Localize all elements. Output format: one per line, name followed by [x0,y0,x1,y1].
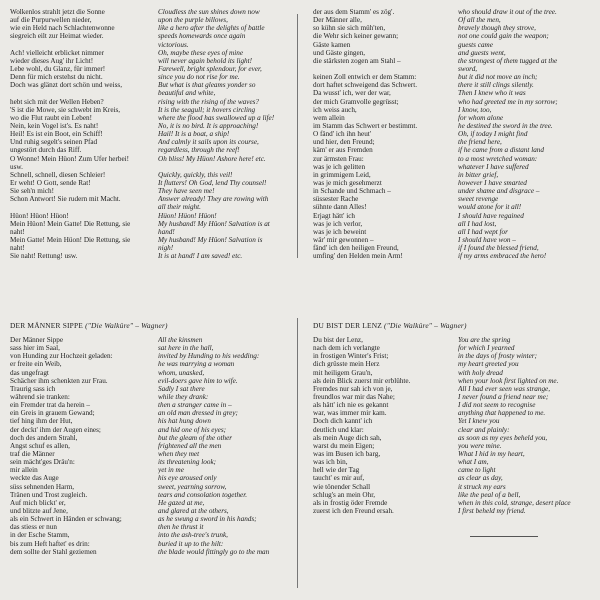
lyric-line: was je ich beweint [313,227,367,236]
lyric-line: victorious. [158,40,189,49]
lyric-line: hand! [158,227,175,236]
lyric-line: while they drank: [158,392,209,401]
lyric-line: when they met [158,449,200,458]
lyric-line: he was marrying a woman [158,360,235,369]
lyric-line: und Gäste gingen, [313,48,366,57]
lyric-line: warst du mein Eigen; [313,441,375,450]
lyric-line: upon the purple billows, [158,16,228,25]
lyric-line: Nein, kein Vogel ist's. Es naht! [10,121,99,130]
lyric-line: all their might. [158,203,201,212]
lyric-line: mir allein [10,466,38,475]
lyric-line: Er weht! O Gott, sende Rat! [10,178,91,187]
lyric-line: Doch was glänzt dort schön und weiss, [10,81,122,90]
lyric-line: Der Männer alle, [313,16,362,25]
lyric-line: ein Greis in grauem Gewand; [10,409,95,418]
lyric-line: who should draw it out of the tree. [458,8,557,16]
lyric-line: then he thrust it [158,523,204,532]
center-divider-top [297,14,298,258]
lyric-line: will never again behold its light! [158,56,253,65]
lyric-line: er freite ein Weib, [10,360,62,369]
lyric-line: sweet revenge [458,195,499,204]
lyric-line: then a stranger came in – [158,401,232,410]
lyric-line: der deckt' ihm der Augen eines; [10,425,101,434]
du-bist-der-lenz-heading [313,321,467,330]
lyric-line: mit heiligem Grau'n, [313,368,373,377]
bottom-right-german-column [313,336,410,515]
lyric-line: his eye aroused only [158,474,217,483]
lyric-line: I should have regained [458,211,524,220]
lyric-line: clear and plainly: [458,425,510,434]
lyric-line: freundlos war mir das Nahe; [313,392,395,401]
bottom-left-german-column [10,336,122,556]
lyric-line: sein mächt'ges Dräu'n: [10,458,75,467]
lyric-line: speeds homewards once again [158,32,246,41]
lyric-line: as he swung a sword in his hands; [158,515,257,524]
lyric-line: I did not seem to recognise [458,401,536,410]
lyric-line: Schächer ihm schenkten zur Frau. [10,376,108,385]
lyric-line: for whom alone [458,113,504,122]
lyric-line: I know, too, [458,105,492,114]
lyric-line: was je mich gesehmerzt [313,178,382,187]
lyric-line: und hier, den Freund; [313,138,375,147]
lyric-line: Erjagt hätt' ich [313,211,356,220]
lyric-line: sword, [458,64,478,73]
lyric-line: was je ich gelitten [313,162,366,171]
lyric-line: if he came from a distant land [458,146,544,155]
lyric-line: Mein Hüon! Mein Gatte! Die Rettung, sie [10,219,131,228]
lyric-line: ich weiss auch, [313,105,357,114]
top-right-german-column [313,8,417,260]
lyric-line: in der Esche Stamm, [10,531,70,540]
top-left-english-column [158,8,274,260]
lyric-line: Sie seh'n mich! [10,187,55,196]
lyric-line: Oh bliss! My Hüon! Ashore here! etc. [158,154,266,163]
lyric-line: his hat hung down [158,417,211,426]
lyric-line: Lebe wohl, du Glanz, für immer! [10,64,106,73]
lyric-line: buried it up to the hilt: [158,539,224,548]
lyric-line: evil-doers gave him to wife. [158,376,238,385]
lyric-line: von Hunding zur Hochzeit geladen: [10,352,113,361]
lyric-line: ein Fremder trat da herein – [10,401,91,410]
lyric-line: It is at hand! I am saved! etc. [158,252,243,261]
lyric-line [158,163,274,171]
lyric-line: umfing' den Helden mein Arm! [313,252,403,261]
lyric-line: No, it is no bird. It is approaching! [158,121,259,130]
lyric-line: My husband! My Hüon! Salvation is [158,235,263,244]
lyric-line: was im Busen ich barg, [313,449,381,458]
lyric-line: its threatening look; [158,458,217,467]
lyric-line: like the peal of a bell, [458,490,521,499]
lyric-line: there it still clings silently. [458,81,534,90]
lyric-line: süss sehnenden Harm, [10,482,75,491]
lyric-line: Cloudless the sun shines down now [158,8,260,16]
lyric-line: with holy dread [458,368,503,377]
lyric-line: Then I knew who it was [458,89,526,98]
lyric-line: regardless, through the reef! [158,146,240,155]
lyric-line: Of all the men, [458,16,501,25]
lyric-line: was je ich verlor, [313,219,363,228]
lyric-line: It is the seagull; it hovers circling [158,105,256,114]
lyric-line: als ein Schwert in Händen er schwang; [10,515,122,524]
lyric-line: Du bist der Lenz, [313,336,363,344]
lyric-line: if my arms embraced the hero! [458,252,547,261]
lyric-line: was ich bin, [313,458,348,467]
lyric-line: guests came [458,40,493,49]
lyric-line: wieder dieses Aug' ihr Licht! [10,56,94,65]
lyric-line: and glared at the others, [158,506,229,515]
lyric-line: as clear as day, [458,474,503,483]
lyric-line: but it did not move an inch; [458,73,538,82]
lyric-line: Oh, if today I might find [458,130,528,139]
lyric-line: in bitter grief, [458,170,499,179]
lyric-line: to a most wretched woman: [458,154,538,163]
lyric-line: for which I yearned [458,344,515,353]
lyric-line: Auf mich blickt' er, [10,498,66,507]
lyric-line: when in this cold, strange, desert place [458,498,571,507]
lyric-line: in frostigen Winter's Frist; [313,352,389,361]
lyric-line: in the days of frosty winter; [458,352,537,361]
lyric-line: into the ash-tree's trunk, [158,531,228,540]
bottom-right-english-column [458,336,571,515]
lyric-line: auf die Purpurwellen nieder, [10,16,92,25]
lyric-line: however I have smarted [458,178,527,187]
lyric-line [10,203,130,211]
lyric-line: anything that happened to me. [458,409,546,418]
lyric-line: bis zum Heft haftet' es drin: [10,539,90,548]
lyric-line: bravely though they strove, [458,24,536,33]
lyric-line: Denn für mich erstehst du nicht. [10,73,103,82]
lyric-line: Answer already! They are rowing with [158,195,269,204]
lyric-line: the friend here, [458,138,502,147]
lyric-line: 'S ist die Mowe, sie schwebt im Kreis, [10,105,121,114]
lyric-line: as soon as my eyes beheld you, [458,433,548,442]
lyric-line: if I found the blessed friend, [458,244,539,253]
lyric-line: who had greeted me in my sorrow; [458,97,558,106]
lyric-line: not one could gain the weapon; [458,32,549,41]
lyric-line: but the gleam of the other [158,433,233,442]
heading-subtitle: ("Die Walküre" – Wagner) [384,321,467,330]
lyric-line: beautiful and white, [158,89,216,98]
lyric-line [10,41,130,49]
lyric-line: whom, unasked, [158,368,205,377]
lyric-line: Schnell, schnell, diesen Schleier! [10,170,106,179]
heading-subtitle: ("Die Walküre" – Wagner) [85,321,168,330]
lyric-line: invited by Hunding to his wedding: [158,352,260,361]
lyric-line: rising with the rising of the waves? [158,97,260,106]
lyric-line [10,89,130,97]
lyric-line: Heil! Es ist ein Boot, ein Schiff! [10,130,103,139]
lyric-line: And calmly it sails upon its course, [158,138,259,147]
lyric-line: als hätt' ich nie es gekannt [313,401,389,410]
end-rule [470,536,538,537]
lyric-line: Sadly I sat there [158,384,205,393]
lyric-line: Oh, maybe these eyes of mine [158,48,244,57]
lyric-line: would atone for it all! [458,203,522,212]
lyric-line: nach dem ich verlangte [313,344,380,353]
lyric-line: Da wusst' ich, wer der war, [313,89,391,98]
lyric-line: Farewell, bright splendour, for ever, [158,64,262,73]
lyric-line: Ach! vielleicht erblicket nimmer [10,48,104,57]
lyric-line: the blade would fittingly go to the man [158,547,270,556]
lyric-line: dort haftet schweigend das Schwert. [313,81,417,90]
lyric-line: Mein Gatte! Mein Hüon! Die Rettung, sie [10,235,131,244]
lyric-line: Quickly, quickly, this veil! [158,170,233,179]
lyric-line: like a hero after the delights of battle [158,24,265,33]
lyric-line: I never found a friend near me; [458,392,549,401]
lyric-line: naht! [10,244,25,253]
lyric-line: But what is that gleams yonder so [158,81,256,90]
lyric-line: Und ruhig segelt's seinen Pfad [10,138,98,147]
lyric-line: wär' mir gewonnen – [313,235,374,244]
lyric-line: frightened all the men [158,441,222,450]
lyric-line: Wolkenlos strahlt jetzt die Sonne [10,8,105,16]
lyric-line: so kühn sie sich müh'ten, [313,24,386,33]
lyric-line: yet in me [158,466,184,475]
lyric-line: das stiess er nun [10,523,57,532]
lyric-line: I should have won – [458,235,516,244]
lyric-line: Sie naht! Rettung! usw. [10,252,78,261]
lyric-line: dem sollte der Stahl geziemen [10,547,97,556]
lyric-line: the strongest of them tugged at the [458,56,558,65]
lyric-line: hebt sich mit der Wellen Heben? [10,97,104,106]
lyric-line: They have seen me! [158,187,215,196]
lyric-line: Angst schuf es allen, [10,441,70,450]
lyric-line: wie tönender Schall [313,482,371,491]
lyric-line: O Wonne! Mein Hüon! Zum Ufer herbei! [10,154,130,163]
lyric-line: die stärksten zogen am Stahl – [313,56,401,65]
lyric-line: Hail! It is a boat, a ship! [158,130,230,139]
lyric-line: It flutters! Oh God, lend Thy counsel! [158,178,267,187]
lyric-line: hell wie der Tag [313,466,360,475]
lyric-line: since you do not rise for me. [158,73,240,82]
lyric-line: Schon Antwort! Sie rudern mit Macht. [10,195,121,204]
lyric-line: und blitzte auf Jene, [10,506,68,515]
center-divider-bottom [297,318,298,588]
lyric-line: Der Männer Sippe [10,336,64,344]
lyric-line: siegreich eilt zur Heimat wieder. [10,32,104,41]
lyric-line: weckte das Auge [10,474,59,483]
lyric-line: war, was immer mir kam. [313,409,387,418]
lyric-line: wo die Flut raubt ein Leben! [10,113,93,122]
top-right-english-column [458,8,558,260]
lyric-line: what I am, [458,458,489,467]
lyric-line: die Wehr sich keiner gewann; [313,32,399,41]
lyric-line: You are the spring [458,336,511,344]
lyric-line: my heart greeted you [458,360,519,369]
lyric-line: zur ärmsten Frau: [313,154,364,163]
top-left-german-column [10,8,130,260]
lyric-line: sühnte dann Alles! [313,203,367,212]
lyric-line: it struck my ears [458,482,506,491]
lyric-line: under shame and disgrace – [458,187,540,196]
lyric-line: deutlich und klar: [313,425,364,434]
lyric-line: you were mine. [458,441,502,450]
lyric-line: where the flood has swallowed up a life! [158,113,275,122]
bottom-left-english-column [158,336,269,556]
lyric-line: der aus dem Stamm' es zög'. [313,8,395,16]
lyric-line: ungestört durch das Riff. [10,146,82,155]
lyric-line: zuerst ich den Freund ersah. [313,506,394,515]
lyric-line: in grimmigem Leid, [313,170,371,179]
lyric-line: Traurig sass ich [10,384,56,393]
lyric-line: came to light [458,466,496,475]
lyric-line: traf die Männer [10,449,55,458]
lyric-line: usw. [10,162,23,171]
lyric-line: My husband! My Hüon! Salvation is at [158,219,270,228]
lyric-line: käm' er aus Fremden [313,146,373,155]
lyric-line: doch des andern Strahl, [10,433,78,442]
lyric-line: and guests went, [458,48,506,57]
lyric-line: süssester Rache [313,195,359,204]
lyric-line: What I hid in my heart, [458,449,525,458]
lyric-line: während sie tranken: [10,392,70,401]
lyric-line: Doch dich kannt' ich [313,417,373,426]
lyric-line [313,65,417,73]
lyric-line: das ungefragt [10,368,49,377]
lyric-line: als dein Blick zuerst mir erblühte. [313,376,411,385]
lyric-line: taucht' es mir auf, [313,474,365,483]
lyric-line: sweet, yearning sorrow, [158,482,227,491]
lyric-line: wie ein Held nach Schlachtenwonne [10,24,115,33]
lyric-line: Fremdes nur sah ich von je, [313,384,393,393]
lyric-line: an old man dressed in grey; [158,409,238,418]
lyric-line: naht! [10,227,25,236]
lyric-line: whatever I have suffered [458,162,529,171]
lyric-line: when your look first lighted on me. [458,376,559,385]
lyric-line: and hid one of his eyes; [158,425,227,434]
lyric-line: schlug's an mein Ohr, [313,490,376,499]
lyric-line: Hüon! Hüon! Hüon! [10,211,69,220]
lyric-line: all I had wept for [458,227,508,236]
lyric-line: all I had lost, [458,219,497,228]
lyric-line: der mich Gramvolle gegrüsst; [313,97,399,106]
lyric-line: in Schande und Schmach – [313,187,391,196]
lyric-line: im Stamm das Schwert er bestimmt. [313,121,418,130]
lyric-line: I first beheld my friend. [458,506,526,515]
lyric-line: O fänd' ich ihn heut' [313,130,372,139]
lyric-line: tief hing ihm der Hut, [10,417,73,426]
lyric-line: dich grüsste mein Herz [313,360,380,369]
lyric-line: Tränen und Trost zugleich. [10,490,88,499]
lyric-line: Gäste kamen [313,40,351,49]
lyric-line: Yet I knew you [458,417,500,426]
lyric-line: keinen Zoll entwich er dem Stamm: [313,73,417,82]
lyric-line: wem allein [313,113,345,122]
lyric-line: sass hier im Saal, [10,344,60,353]
lyric-line: All I had ever seen was strange, [458,384,551,393]
lyric-line: fänd' ich den heiligen Freund, [313,244,399,253]
lyric-line: he destined the sword in the tree. [458,121,553,130]
lyric-line: als mein Auge dich sah, [313,433,382,442]
lyric-line: All the kinsmen [158,336,203,344]
lyric-line: tears and consolation together. [158,490,248,499]
lyric-line: Hüon! Hüon! Hüon! [158,211,217,220]
heading-title: DU BIST DER LENZ [313,321,382,330]
lyric-line: als in frostig öder Fremde [313,498,388,507]
heading-title: DER MÄNNER SIPPE [10,321,84,330]
der-manner-sippe-heading [10,321,168,330]
lyric-line: sat here in the hall, [158,344,214,353]
lyric-line: He gazed at me, [158,498,205,507]
lyric-line: nigh! [158,244,174,253]
